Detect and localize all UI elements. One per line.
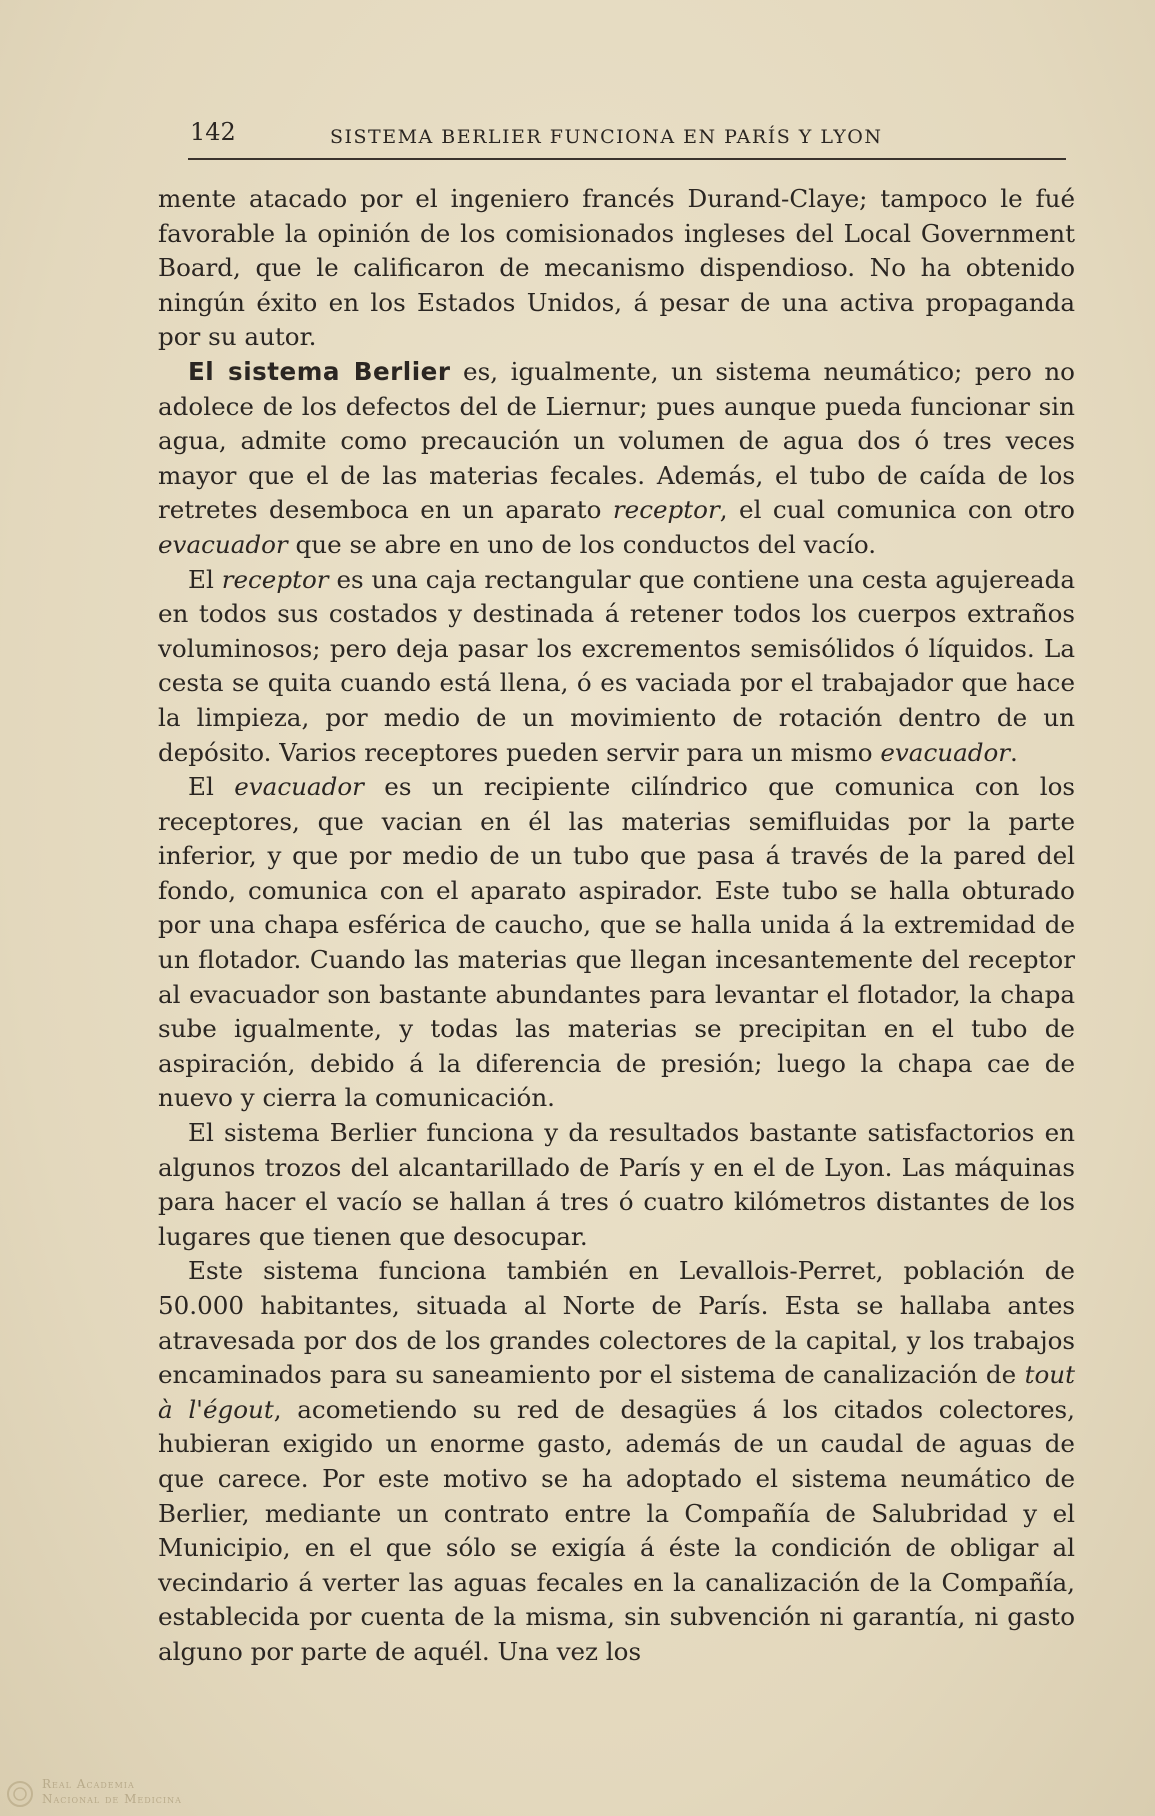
paragraph-levallois bbox=[158, 1254, 1075, 1669]
watermark-text bbox=[42, 1777, 182, 1807]
italic-term: receptor bbox=[221, 564, 329, 594]
text-run: El bbox=[188, 564, 222, 594]
page-number: 142 bbox=[190, 118, 236, 146]
italic-term: receptor bbox=[612, 495, 720, 525]
paragraph-continuation: mente atacado por el ingeniero francés Durand-Claye; tampoco le fué favorable la opinión de los comisionados ingleses del Local Government Board, que le calificaron de mecanismo dispendioso. No ha obtenido ningún éxito en los Estados Unidos, á pesar de una activa propaganda por su autor. bbox=[158, 184, 1075, 352]
italic-term: tout à l'égout bbox=[158, 1360, 1075, 1424]
paragraph-paris-lyon: El sistema Berlier funciona y da resultados bastante satisfactorios en algunos trozos del alcantarillado de París y en el de Lyon. Las máquinas para hacer el vacío se hallan á tres ó cuatro kilómetros distantes de los lugares que tienen que desocupar. bbox=[158, 1118, 1075, 1251]
paragraph-evacuador bbox=[158, 770, 1075, 1116]
library-watermark bbox=[6, 1776, 196, 1812]
italic-term: evacuador bbox=[158, 529, 288, 559]
watermark-line: Nacional de Medicina bbox=[42, 1792, 182, 1806]
watermark-line: Real Academia bbox=[42, 1777, 135, 1791]
text-run: que se abre en uno de los conductos del vacío. bbox=[287, 529, 877, 559]
text-run: . bbox=[1010, 737, 1018, 767]
seal-icon bbox=[6, 1780, 34, 1808]
text-run: Este sistema funciona también en Levallois-Perret, población de 50.000 habitantes, situada al Norte de París. Esta se hallaba antes atravesada por dos de los grandes colectores de la capital, y los trabajos encaminados para su saneamiento por el sistema de canalización de bbox=[158, 1256, 1075, 1390]
text-run: , el cual comunica con otro bbox=[719, 495, 1075, 525]
section-heading-run: El sistema Berlier bbox=[188, 356, 451, 386]
text-run: es, igualmente, un sistema neumático; pero no adolece de los defectos del de Liernur; pues aunque pueda funcionar sin agua, admite como precaución un volumen de agua dos ó tres veces mayor que el de las materias fecales. Además, el tubo de caída de los retretes desemboca en un aparato bbox=[158, 356, 1075, 525]
paragraph-berlier-system bbox=[158, 355, 1075, 563]
text-run: es un recipiente cilíndrico que comunica con los receptores, que vacian en él las materias semifluidas por la parte inferior, y que por medio de un tubo que pasa á través de la pared del fondo, comunica con el aparato aspirador. Este tubo se halla obturado por una chapa esférica de caucho, que se halla unida á la extremidad de un flotador. Cuando las materias que llegan incesantemente del receptor al evacuador son bastante abundantes para levantar el flotador, la chapa sube igualmente, y todas las materias se precipitan en el tubo de aspiración, debido á la diferencia de presión; luego la chapa cae de nuevo y cierra la comunicación. bbox=[158, 772, 1075, 1113]
header-rule bbox=[188, 158, 1066, 160]
text-run: es una caja rectangular que contiene una cesta agujereada en todos sus costados y destinada á retener todos los cuerpos extraños voluminosos; pero deja pasar los excrementos semisólidos ó líquidos. La cesta se quita cuando está llena, ó es vaciada por el trabajador que hace la limpieza, por medio de un movimiento de rotación dentro de un depósito. Varios receptores pueden servir para un mismo bbox=[158, 564, 1076, 767]
text-run: , acometiendo su red de desagües á los citados colectores, hubieran exigido un enorme gasto, además de un caudal de aguas de que carece. Por este motivo se ha adoptado el sistema neumático de Berlier, mediante un contrato entre la Compañía de Salubridad y el Municipio, en el que sólo se exigía á éste la condición de obligar al vecindario á verter las aguas fecales en la canalización de la Compañía, establecida por cuenta de la misma, sin subvención ni garantía, ni gasto alguno por parte de aquél. Una vez los bbox=[158, 1394, 1076, 1666]
running-title: SISTEMA BERLIER FUNCIONA EN PARÍS Y LYON bbox=[330, 126, 883, 148]
page-header bbox=[190, 118, 1065, 162]
text-run: El bbox=[188, 772, 235, 802]
body-text bbox=[158, 182, 1075, 1670]
italic-term: evacuador bbox=[880, 737, 1011, 767]
italic-term: evacuador bbox=[234, 772, 364, 802]
paragraph-receptor bbox=[158, 563, 1075, 771]
